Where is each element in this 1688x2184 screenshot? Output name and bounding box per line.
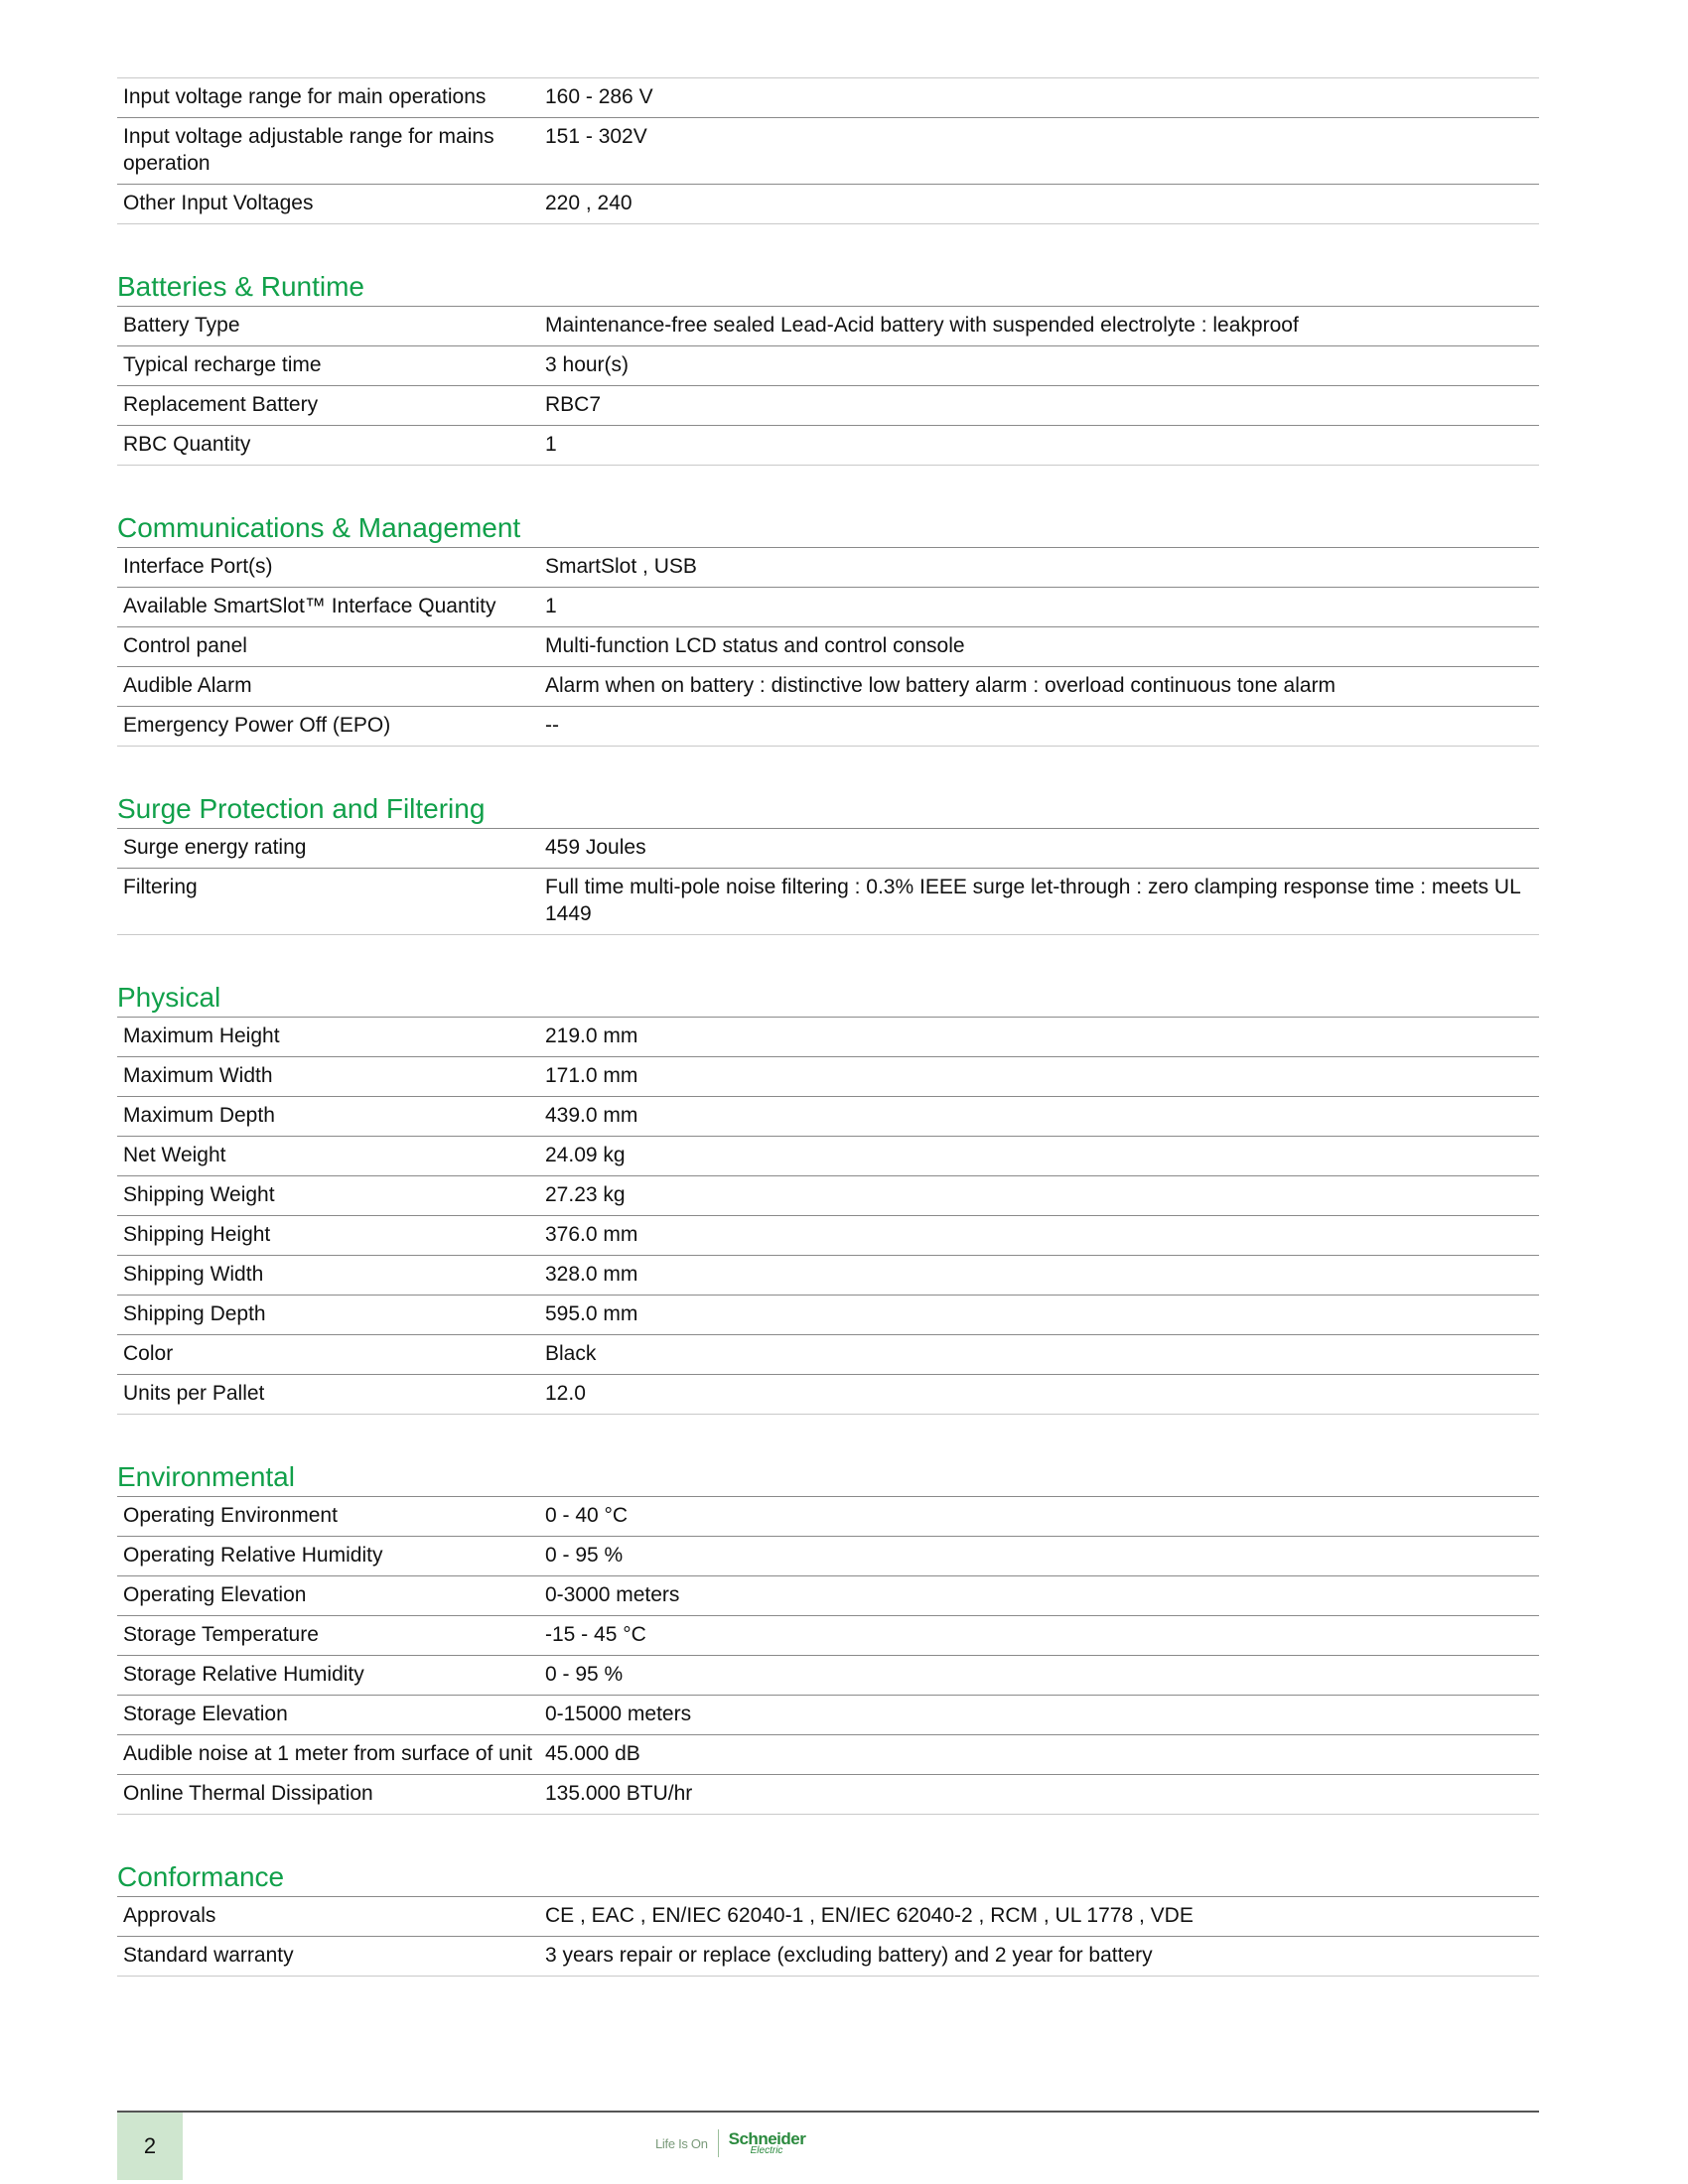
spec-label: Replacement Battery	[117, 386, 539, 426]
spec-label: Storage Temperature	[117, 1616, 539, 1656]
spec-value: 439.0 mm	[539, 1097, 1539, 1137]
spec-label: Standard warranty	[117, 1937, 539, 1977]
spec-label: Battery Type	[117, 307, 539, 346]
spec-row	[117, 1375, 1539, 1415]
brand-sub: Electric	[750, 2145, 783, 2156]
spec-value: 328.0 mm	[539, 1256, 1539, 1296]
spec-value: 171.0 mm	[539, 1057, 1539, 1097]
spec-value: 0 - 40 °C	[539, 1497, 1539, 1537]
spec-row	[117, 118, 1539, 185]
spec-row	[117, 78, 1539, 118]
spec-label: Surge energy rating	[117, 829, 539, 869]
spec-value: 1	[539, 426, 1539, 466]
spec-row	[117, 1497, 1539, 1537]
spec-value: -15 - 45 °C	[539, 1616, 1539, 1656]
spec-label: Input voltage adjustable range for mains operation	[117, 118, 539, 185]
spec-label: Audible Alarm	[117, 667, 539, 707]
spec-row	[117, 707, 1539, 747]
spec-label: Net Weight	[117, 1137, 539, 1176]
schneider-logo	[729, 2130, 806, 2156]
spec-row	[117, 1897, 1539, 1937]
spec-row	[117, 1537, 1539, 1576]
spec-value: 135.000 BTU/hr	[539, 1775, 1539, 1815]
spec-row	[117, 1296, 1539, 1335]
spec-row	[117, 1018, 1539, 1057]
spec-value: 160 - 286 V	[539, 78, 1539, 118]
footer-brand	[655, 2128, 805, 2158]
spec-table	[117, 1897, 1539, 1977]
spec-label: Operating Environment	[117, 1497, 539, 1537]
spec-label: Operating Relative Humidity	[117, 1537, 539, 1576]
spec-section	[117, 270, 1539, 466]
spec-row	[117, 1735, 1539, 1775]
spec-row	[117, 1656, 1539, 1696]
brand-name: Schneider	[728, 2129, 806, 2148]
spec-label: Units per Pallet	[117, 1375, 539, 1415]
spec-row	[117, 627, 1539, 667]
spec-row	[117, 667, 1539, 707]
spec-value: 0-3000 meters	[539, 1576, 1539, 1616]
intro-spec-table	[117, 77, 1539, 224]
spec-value: Multi-function LCD status and control console	[539, 627, 1539, 667]
spec-label: Color	[117, 1335, 539, 1375]
spec-value: 1	[539, 588, 1539, 627]
spec-row	[117, 1176, 1539, 1216]
spec-value: 12.0	[539, 1375, 1539, 1415]
spec-row	[117, 588, 1539, 627]
spec-section	[117, 1860, 1539, 1977]
spec-section	[117, 792, 1539, 935]
spec-value: Maintenance-free sealed Lead-Acid battery with suspended electrolyte : leakproof	[539, 307, 1539, 346]
spec-label: RBC Quantity	[117, 426, 539, 466]
spec-label: Input voltage range for main operations	[117, 78, 539, 118]
spec-section	[117, 511, 1539, 747]
spec-table	[117, 1018, 1539, 1415]
spec-value: 3 years repair or replace (excluding battery) and 2 year for battery	[539, 1937, 1539, 1977]
spec-row	[117, 1775, 1539, 1815]
section-title: Batteries & Runtime	[117, 270, 1539, 307]
spec-value: RBC7	[539, 386, 1539, 426]
spec-row	[117, 1097, 1539, 1137]
brand-tagline: Life Is On	[655, 2135, 708, 2151]
spec-row	[117, 869, 1539, 935]
section-title: Conformance	[117, 1860, 1539, 1897]
spec-value: 151 - 302V	[539, 118, 1539, 185]
spec-row	[117, 1057, 1539, 1097]
spec-value: 45.000 dB	[539, 1735, 1539, 1775]
spec-section	[117, 981, 1539, 1415]
spec-value: 376.0 mm	[539, 1216, 1539, 1256]
spec-label: Maximum Height	[117, 1018, 539, 1057]
spec-row	[117, 1576, 1539, 1616]
section-title: Physical	[117, 981, 1539, 1018]
spec-row	[117, 829, 1539, 869]
spec-table	[117, 1497, 1539, 1815]
page-number: 2	[117, 2113, 183, 2180]
spec-table	[117, 829, 1539, 935]
spec-row	[117, 1937, 1539, 1977]
spec-row	[117, 346, 1539, 386]
spec-value: 220 , 240	[539, 185, 1539, 224]
spec-label: Emergency Power Off (EPO)	[117, 707, 539, 747]
section-title: Environmental	[117, 1460, 1539, 1497]
brand-separator	[718, 2129, 719, 2157]
spec-row	[117, 1616, 1539, 1656]
spec-value: 219.0 mm	[539, 1018, 1539, 1057]
spec-label: Online Thermal Dissipation	[117, 1775, 539, 1815]
spec-value: CE , EAC , EN/IEC 62040-1 , EN/IEC 62040-2 , RCM , UL 1778 , VDE	[539, 1897, 1539, 1937]
spec-label: Shipping Width	[117, 1256, 539, 1296]
spec-label: Control panel	[117, 627, 539, 667]
section-title: Surge Protection and Filtering	[117, 792, 1539, 829]
section-title: Communications & Management	[117, 511, 1539, 548]
spec-value: Black	[539, 1335, 1539, 1375]
spec-label: Approvals	[117, 1897, 539, 1937]
spec-label: Storage Elevation	[117, 1696, 539, 1735]
spec-section	[117, 1460, 1539, 1815]
spec-value: 0 - 95 %	[539, 1537, 1539, 1576]
spec-row	[117, 307, 1539, 346]
spec-label: Other Input Voltages	[117, 185, 539, 224]
spec-label: Shipping Depth	[117, 1296, 539, 1335]
spec-table	[117, 548, 1539, 747]
spec-row	[117, 1256, 1539, 1296]
spec-value: Alarm when on battery : distinctive low battery alarm : overload continuous tone alarm	[539, 667, 1539, 707]
spec-value: 0 - 95 %	[539, 1656, 1539, 1696]
spec-value: 27.23 kg	[539, 1176, 1539, 1216]
spec-label: Shipping Height	[117, 1216, 539, 1256]
spec-label: Maximum Width	[117, 1057, 539, 1097]
spec-value: SmartSlot , USB	[539, 548, 1539, 588]
spec-label: Filtering	[117, 869, 539, 935]
spec-row	[117, 1335, 1539, 1375]
spec-row	[117, 1137, 1539, 1176]
spec-label: Maximum Depth	[117, 1097, 539, 1137]
spec-value: 24.09 kg	[539, 1137, 1539, 1176]
spec-row	[117, 386, 1539, 426]
spec-row	[117, 185, 1539, 224]
spec-row	[117, 1696, 1539, 1735]
spec-value: Full time multi-pole noise filtering : 0.3% IEEE surge let-through : zero clamping response time : meets UL 1449	[539, 869, 1539, 935]
spec-page	[117, 0, 1539, 1977]
spec-table	[117, 307, 1539, 466]
spec-value: 3 hour(s)	[539, 346, 1539, 386]
spec-value: 595.0 mm	[539, 1296, 1539, 1335]
spec-label: Operating Elevation	[117, 1576, 539, 1616]
spec-label: Shipping Weight	[117, 1176, 539, 1216]
spec-label: Storage Relative Humidity	[117, 1656, 539, 1696]
spec-row	[117, 1216, 1539, 1256]
footer-divider	[117, 2111, 1539, 2113]
spec-value: 0-15000 meters	[539, 1696, 1539, 1735]
spec-label: Interface Port(s)	[117, 548, 539, 588]
spec-row	[117, 426, 1539, 466]
spec-value: 459 Joules	[539, 829, 1539, 869]
spec-label: Audible noise at 1 meter from surface of unit	[117, 1735, 539, 1775]
spec-label: Available SmartSlot™ Interface Quantity	[117, 588, 539, 627]
spec-value: --	[539, 707, 1539, 747]
spec-row	[117, 548, 1539, 588]
spec-label: Typical recharge time	[117, 346, 539, 386]
